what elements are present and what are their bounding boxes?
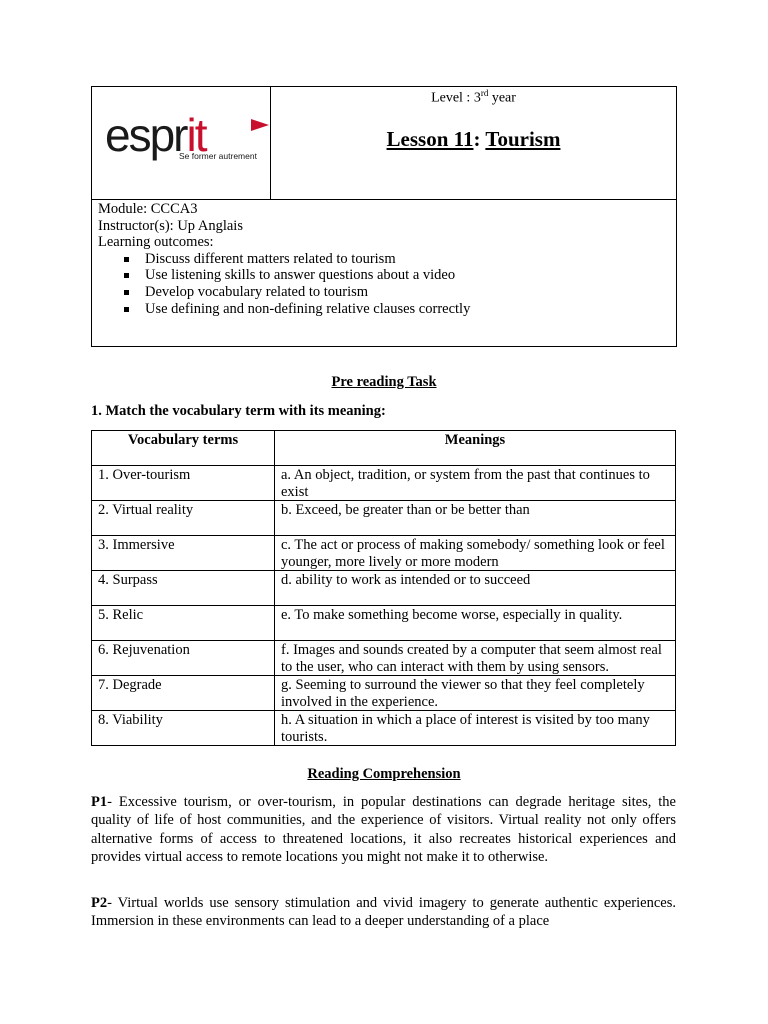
pre-reading-heading: Pre reading Task [331, 374, 437, 390]
esprit-logo [105, 109, 265, 165]
p1-text: - Excessive tourism, or over-tourism, in popular destinations can degrade heritage sites, the quality of life of host communities, and the experience of visitors. Virtual reality not only offers alternative forms of access to threatened locations, it also recreates historical experiences and provides virtual access to remote locations you might not make it to otherwise. [91, 794, 676, 865]
term-cell: 4. Surpass [92, 571, 275, 606]
paragraph-p1 [91, 793, 676, 866]
reading-heading: Reading Comprehension [307, 766, 461, 782]
outcome-item: Develop vocabulary related to tourism [145, 284, 670, 301]
term-cell: 3. Immersive [92, 536, 275, 571]
table-row [92, 676, 676, 711]
lesson-header-table [91, 86, 677, 347]
level-prefix: Level : 3 [431, 90, 481, 106]
meaning-cell: e. To make something become worse, especially in quality. [275, 606, 676, 641]
course-info [98, 201, 670, 317]
logo-tagline: Se former autrement [179, 151, 257, 161]
lesson-topic: Tourism [485, 127, 561, 151]
logo-text-accent: it [186, 109, 206, 161]
outcomes-label: Learning outcomes: [98, 234, 214, 251]
term-cell: 2. Virtual reality [92, 501, 275, 536]
meaning-cell: b. Exceed, be greater than or be better than [275, 501, 676, 536]
p2-text: - Virtual worlds use sensory stimulation and vivid imagery to generate authentic experiences. Immersion in these environments can lead to a deeper understanding of a place [91, 895, 676, 930]
table-row [92, 466, 676, 501]
level-suffix: year [488, 90, 516, 106]
table-row [92, 711, 676, 746]
paragraph-p2 [91, 894, 676, 931]
meaning-cell: d. ability to work as intended or to succeed [275, 571, 676, 606]
lesson-sep: : [473, 127, 486, 151]
col-terms-header: Vocabulary terms [92, 431, 275, 466]
term-cell: 8. Viability [92, 711, 275, 746]
vocabulary-table [91, 430, 676, 746]
lesson-label: Lesson 11 [386, 127, 474, 151]
module-line: Module: CCCA3 [98, 201, 198, 217]
outcome-item: Use defining and non-defining relative clauses correctly [145, 301, 670, 318]
table-row [92, 641, 676, 676]
match-question: 1. Match the vocabulary term with its meaning: [91, 403, 386, 419]
table-row [92, 571, 676, 606]
term-cell: 7. Degrade [92, 676, 275, 711]
instructor-line: Instructor(s): Up Anglais [98, 217, 243, 234]
meaning-cell: h. A situation in which a place of interest is visited by too many tourists. [275, 711, 676, 746]
col-meanings-header: Meanings [275, 431, 676, 466]
title-cell [271, 87, 676, 199]
outcome-item: Discuss different matters related to tourism [145, 251, 670, 268]
meaning-cell: a. An object, tradition, or system from the past that continues to exist [275, 466, 676, 501]
lesson-title [271, 127, 676, 152]
term-cell: 5. Relic [92, 606, 275, 641]
meaning-cell: g. Seeming to surround the viewer so that they feel completely involved in the experience. [275, 676, 676, 711]
level-label [271, 88, 676, 107]
table-header-row [92, 431, 676, 466]
level-sup: rd [480, 88, 489, 98]
table-row [92, 501, 676, 536]
table-row [92, 536, 676, 571]
logo-text-main: espr [105, 109, 187, 161]
meaning-cell: f. Images and sounds created by a computer that seem almost real to the user, who can interact with them by using sensors. [275, 641, 676, 676]
p2-label: P2 [91, 895, 108, 911]
logo-cell [92, 87, 271, 199]
logo-wordmark [105, 109, 206, 161]
term-cell: 6. Rejuvenation [92, 641, 275, 676]
p1-label: P1 [91, 794, 108, 810]
logo-flag-icon [251, 119, 269, 131]
meaning-cell: c. The act or process of making somebody/ something look or feel younger, more lively or more modern [275, 536, 676, 571]
row-divider [92, 199, 676, 200]
outcomes-list [98, 251, 670, 317]
table-row [92, 606, 676, 641]
outcome-item: Use listening skills to answer questions about a video [145, 267, 670, 284]
term-cell: 1. Over-tourism [92, 466, 275, 501]
